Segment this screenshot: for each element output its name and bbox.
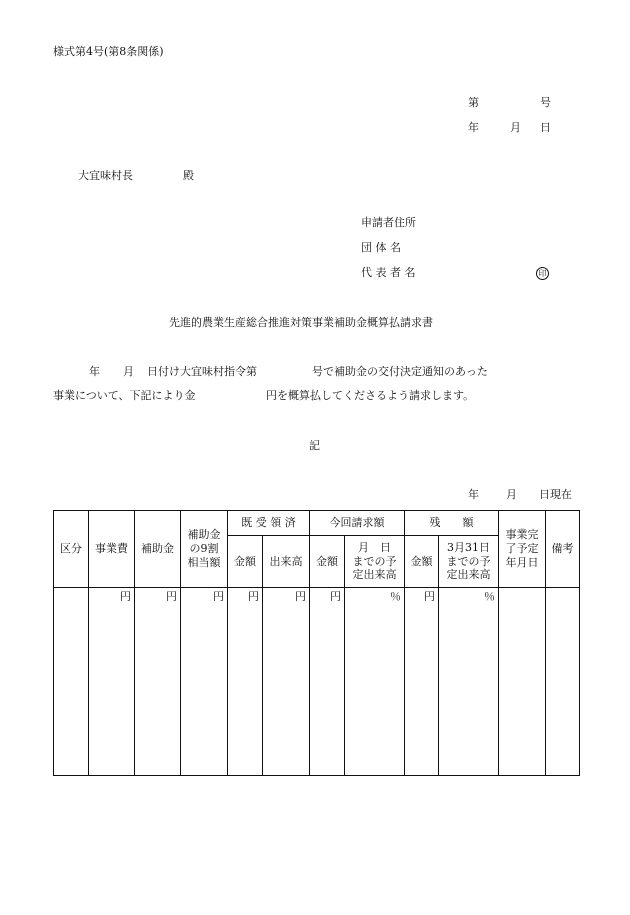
seal-mark (536, 266, 549, 280)
as-of-day: 日現在 (539, 488, 572, 501)
request-table (53, 510, 580, 776)
as-of-month: 月 (506, 488, 517, 501)
header-kyujo-line3: 相当額 (187, 555, 221, 569)
unit-kiju-kingaku: 円 (228, 588, 263, 776)
header-konkai-sub-line3: 定出来高 (352, 568, 397, 582)
doc-number-suffix: 号 (540, 96, 551, 109)
cell-kubun (54, 588, 89, 776)
body-month: 月 (123, 365, 134, 378)
header-kiju-kingaku: 金額 (228, 536, 263, 588)
body-line2-rest: 円を概算払してくださるよう請求します。 (266, 389, 475, 402)
body-day-text: 日付け大宜味村指令第 (147, 365, 257, 378)
body-year: 年 (89, 365, 100, 378)
header-zan-sub-line3: 定出来高 (446, 568, 491, 582)
document-title: 先進的農業生産総合推進対策事業補助金概算払請求書 (169, 316, 433, 329)
header-zan-sub-line2: までの予 (446, 554, 491, 568)
header-jigyohi: 事業費 (89, 511, 135, 588)
header-konkai-sub (345, 536, 405, 588)
header-zan-sub-line1: 3月31日 (447, 540, 490, 554)
header-kanryo-line2: 了予定 (505, 542, 539, 556)
header-zan-kingaku: 金額 (405, 536, 439, 588)
cell-biko (546, 588, 580, 776)
as-of-year: 年 (468, 488, 479, 501)
header-kyujo-line1: 補助金 (187, 528, 221, 542)
header-kiju: 既 受 領 済 (228, 511, 310, 536)
unit-zan-dekidaka: ％ (439, 588, 499, 776)
header-kanryo-line1: 事業完 (505, 528, 539, 542)
applicant-rep-label: 代 表 者 名 (361, 266, 416, 279)
header-konkai: 今回請求額 (310, 511, 405, 536)
table-row (54, 588, 580, 776)
body-line1-rest: 号で補助金の交付決定通知のあった (312, 365, 488, 378)
header-konkai-kingaku: 金額 (310, 536, 345, 588)
header-kanryo-line3: 年月日 (505, 555, 539, 569)
header-kyujo-line2: の9割 (189, 542, 219, 556)
seal-mark-text: 印 (536, 267, 549, 280)
ki-heading: 記 (309, 439, 320, 452)
header-kubun: 区分 (54, 511, 89, 588)
header-hojokin: 補助金 (135, 511, 181, 588)
header-zan: 残 額 (405, 511, 499, 536)
unit-konkai-dekidaka: ％ (345, 588, 405, 776)
header-zan-sub (439, 536, 499, 588)
header-konkai-sub-line1: 月 日 (358, 540, 391, 554)
addressee-title: 大宜味村長 (78, 169, 133, 182)
form-label: 様式第4号(第8条関係) (53, 45, 164, 58)
unit-kyujo: 円 (181, 588, 228, 776)
applicant-address-label: 申請者住所 (361, 216, 416, 229)
doc-number-prefix: 第 (468, 96, 479, 109)
body-line2-start: 事業について、下記により金 (53, 389, 196, 402)
header-kanryo (499, 511, 546, 588)
date-day: 日 (540, 121, 551, 134)
header-kyujo (181, 511, 228, 588)
applicant-group-label: 団 体 名 (361, 241, 401, 254)
date-month: 月 (510, 121, 521, 134)
unit-konkai-kingaku: 円 (310, 588, 345, 776)
cell-kanryo (499, 588, 546, 776)
unit-kiju-dekidaka: 円 (263, 588, 310, 776)
header-kiju-dekidaka: 出来高 (263, 536, 310, 588)
unit-jigyohi: 円 (89, 588, 135, 776)
header-biko: 備考 (546, 511, 580, 588)
unit-zan-kingaku: 円 (405, 588, 439, 776)
unit-hojokin: 円 (135, 588, 181, 776)
date-year: 年 (468, 121, 479, 134)
header-konkai-sub-line2: までの予 (352, 554, 397, 568)
addressee-honorific: 殿 (183, 169, 194, 182)
